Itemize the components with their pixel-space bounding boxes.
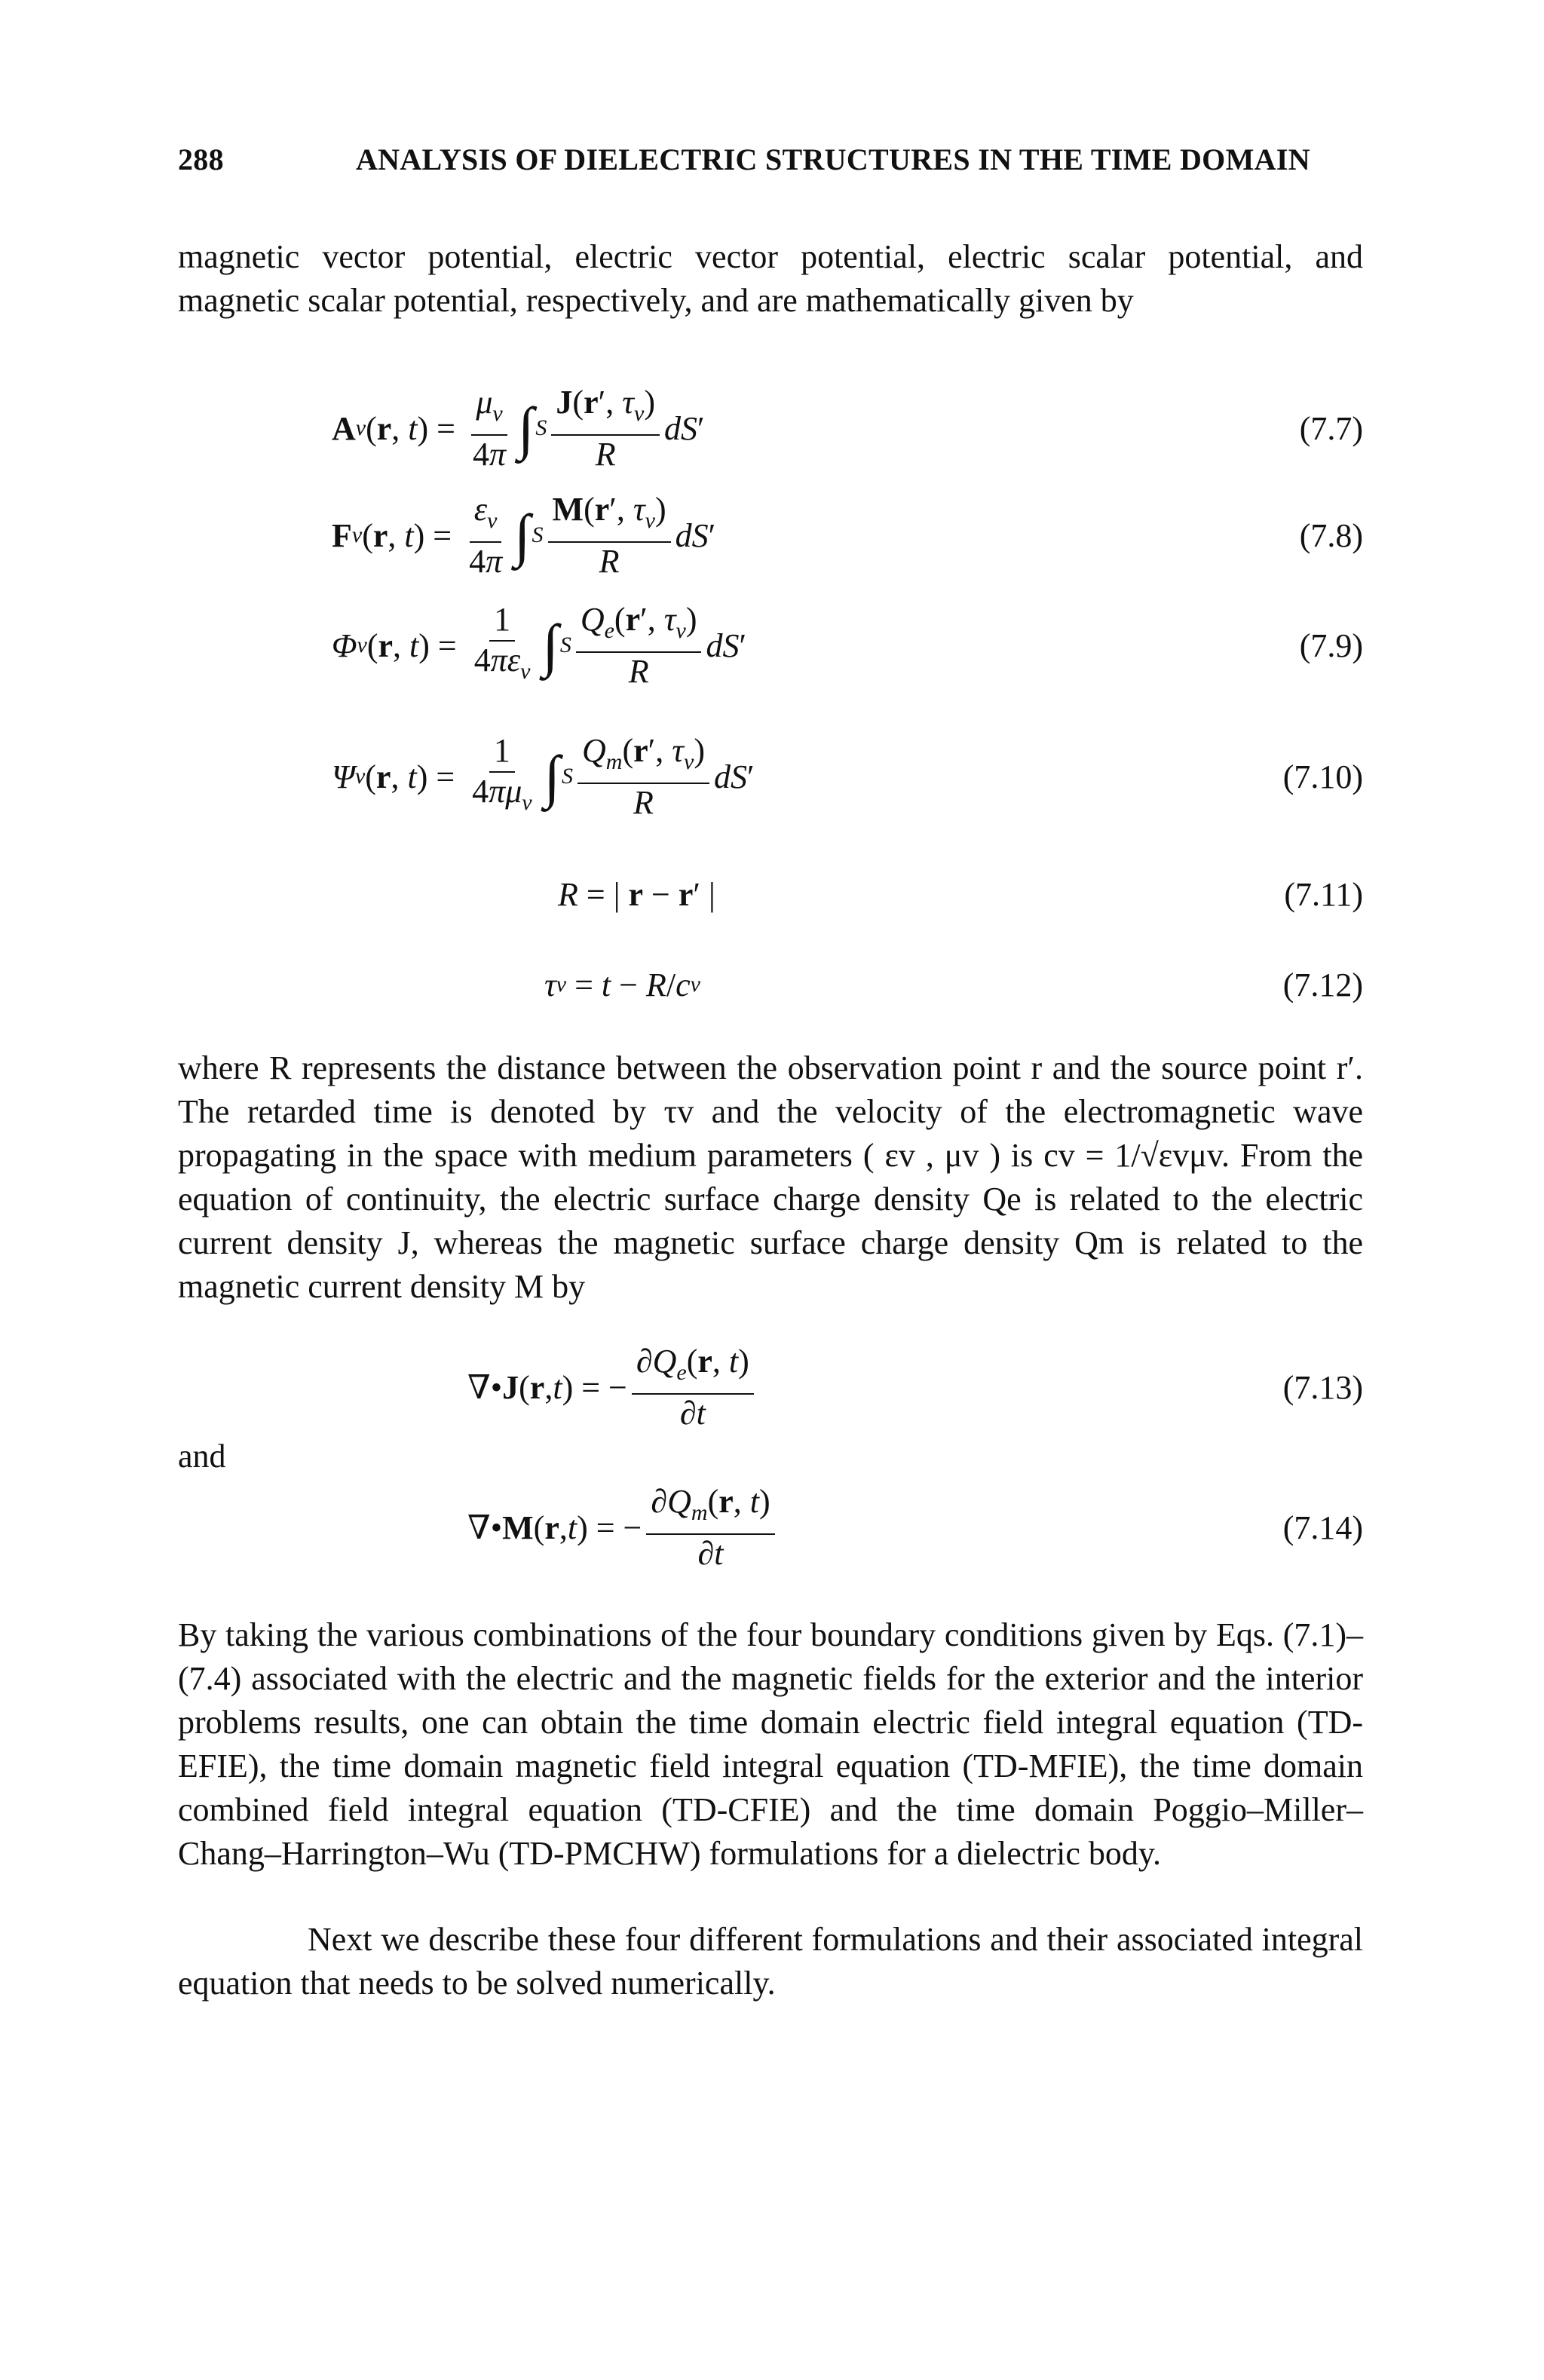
equation-7-9-body: Φ v (r, t) = $\frac{1}{4\pi\varepsilon_v}$ ∫ S $\frac{Q_e(r', \tau_v)}{R}$ dS ′ (332, 600, 747, 690)
equation-number: (7.10) (1282, 758, 1363, 795)
equation-number: (7.11) (1284, 875, 1363, 913)
next-paragraph (178, 1918, 1363, 2005)
page-header (178, 142, 1369, 184)
equation-7-11-body: R = | r − r ′ | (558, 875, 715, 913)
intro-text: magnetic vector potential, electric vector potential, electric scalar potential, and magnetic scalar potential, respectively, and are mathematically given by (178, 238, 1363, 319)
equation-7-14 (332, 1482, 1363, 1573)
equation-number: (7.9) (1299, 626, 1363, 664)
equation-number: (7.8) (1299, 516, 1363, 554)
equation-number: (7.12) (1282, 966, 1363, 1003)
equation-7-11 (332, 856, 1363, 932)
where-paragraph (178, 1046, 1363, 1309)
and-label: and (178, 1438, 226, 1475)
intro-paragraph (178, 235, 1363, 323)
combinations-paragraph (178, 1613, 1363, 1876)
equation-7-12-body: τ v = t − R / c v (544, 966, 700, 1003)
equation-7-10 (332, 731, 1363, 822)
equation-number: (7.13) (1282, 1368, 1363, 1406)
page-number: 288 (178, 142, 224, 176)
equation-7-9 (332, 600, 1363, 691)
equation-7-10-body: Ψ v (r, t) = $\frac{1}{4\pi\mu_v}$ ∫ S $\frac{Q_m(r', \tau_v)}{R}$ dS ′ (332, 731, 755, 821)
equation-7-12 (332, 947, 1363, 1022)
next-text: Next we describe these four different formulations and their associated integral equation that needs to be solved numerically. (178, 1921, 1363, 2002)
equation-7-13 (332, 1342, 1363, 1432)
equation-7-8-body: F v (r, t) = $\frac{\varepsilon_v}{4\pi}$ ∫ S $\frac{M(r', \tau_v)}{R}$ dS ′ (332, 490, 716, 580)
where-text: where R represents the distance between the observation point r and the source point r′. The retarded time is denoted by τv and the velocity of the electromagnetic wave propagating in the space with medium parameters ( εv , μv ) is cv = 1/√εvμv. From the equation of continuity, the electric surface charge density Qe is related to the electric current density J, whereas the magnetic surface charge density Qm is related to the magnetic current density M by (178, 1049, 1363, 1305)
combinations-text: By taking the various combinations of the four boundary conditions given by Eqs. (7.1)–(7.4) associated with the electric and the magnetic fields for the exterior and the interior problems results, one can obtain the time domain electric field integral equation (TD-EFIE), the time domain magnetic field integral equation (TD-MFIE), the time domain combined field integral equation (TD-CFIE) and the time domain Poggio–Miller–Chang–Harrington–Wu (TD-PMCHW) formulations for a dielectric body. (178, 1616, 1363, 1872)
equation-7-7-body: A v (r, t) = $\frac{\mu_v}{4\pi}$ ∫ S $\frac{J(r', \tau_v)}{R}$ dS ′ (332, 383, 705, 473)
equation-7-8 (332, 490, 1363, 580)
equation-number: (7.7) (1299, 409, 1363, 447)
equation-number: (7.14) (1282, 1509, 1363, 1546)
running-title: ANALYSIS OF DIELECTRIC STRUCTURES IN THE TIME DOMAIN (356, 142, 1310, 176)
equation-7-13-body: ∇• J ( r , t ) = − $\frac{\partial Q_e(r, t)}{\partial t}$ (467, 1342, 758, 1432)
equation-7-14-body: ∇• M ( r , t ) = − $\frac{\partial Q_m(r, t)}{\partial t}$ (467, 1482, 780, 1573)
equation-7-7 (332, 383, 1363, 473)
